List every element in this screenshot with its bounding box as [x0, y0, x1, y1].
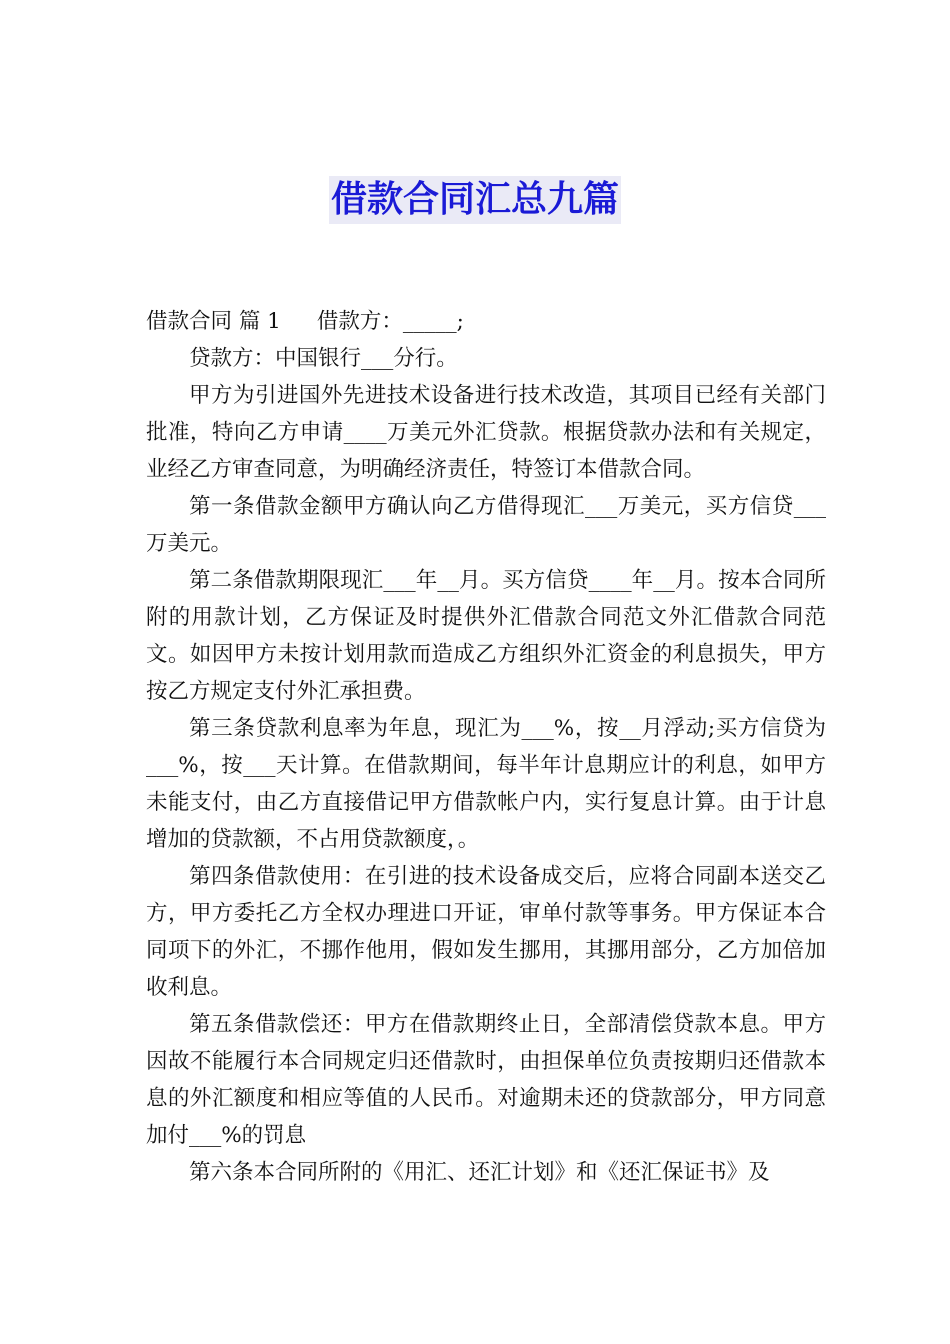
paragraph-article-6: 第六条本合同所附的《用汇、还汇计划》和《还汇保证书》及	[189, 1160, 770, 1185]
title-area	[0, 176, 950, 224]
borrower-line: 借款方：_____;	[316, 309, 464, 334]
first-line	[146, 303, 826, 340]
paragraph-lender: 贷款方：中国银行___分行。	[189, 346, 458, 371]
paragraph-article-3: 第三条贷款利息率为年息，现汇为___%，按__月浮动;买方信贷为___%，按___天计算。在借款期间，每半年计息期应计的利息，如甲方未能支付，由乙方直接借记甲方借款帐户内，实行复息计算。由于计息增加的贷款额，不占用贷款额度，。	[146, 716, 826, 852]
section-heading: 借款合同 篇 1	[146, 309, 281, 334]
paragraph-article-1: 第一条借款金额甲方确认向乙方借得现汇___万美元，买方信贷___万美元。	[146, 494, 826, 556]
document-body	[146, 303, 826, 1191]
document-title: 借款合同汇总九篇	[329, 176, 621, 224]
paragraph-article-5: 第五条借款偿还：甲方在借款期终止日，全部清偿贷款本息。甲方因故不能履行本合同规定归还借款时，由担保单位负责按期归还借款本息的外汇额度和相应等值的人民币。对逾期未还的贷款部分，甲方同意加付___%的罚息	[146, 1012, 826, 1148]
paragraph-article-4: 第四条借款使用：在引进的技术设备成交后，应将合同副本送交乙方，甲方委托乙方全权办理进口开证，审单付款等事务。甲方保证本合同项下的外汇，不挪作他用，假如发生挪用，其挪用部分，乙方加倍加收利息。	[146, 864, 826, 1000]
paragraph-intro: 甲方为引进国外先进技术设备进行技术改造，其项目已经有关部门批准，特向乙方申请____万美元外汇贷款。根据贷款办法和有关规定，业经乙方审查同意，为明确经济责任，特签订本借款合同。	[146, 383, 826, 482]
paragraph-article-2: 第二条借款期限现汇___年__月。买方信贷____年__月。按本合同所附的用款计划，乙方保证及时提供外汇借款合同范文外汇借款合同范文。如因甲方未按计划用款而造成乙方组织外汇资金的利息损失，甲方按乙方规定支付外汇承担费。	[146, 568, 826, 704]
